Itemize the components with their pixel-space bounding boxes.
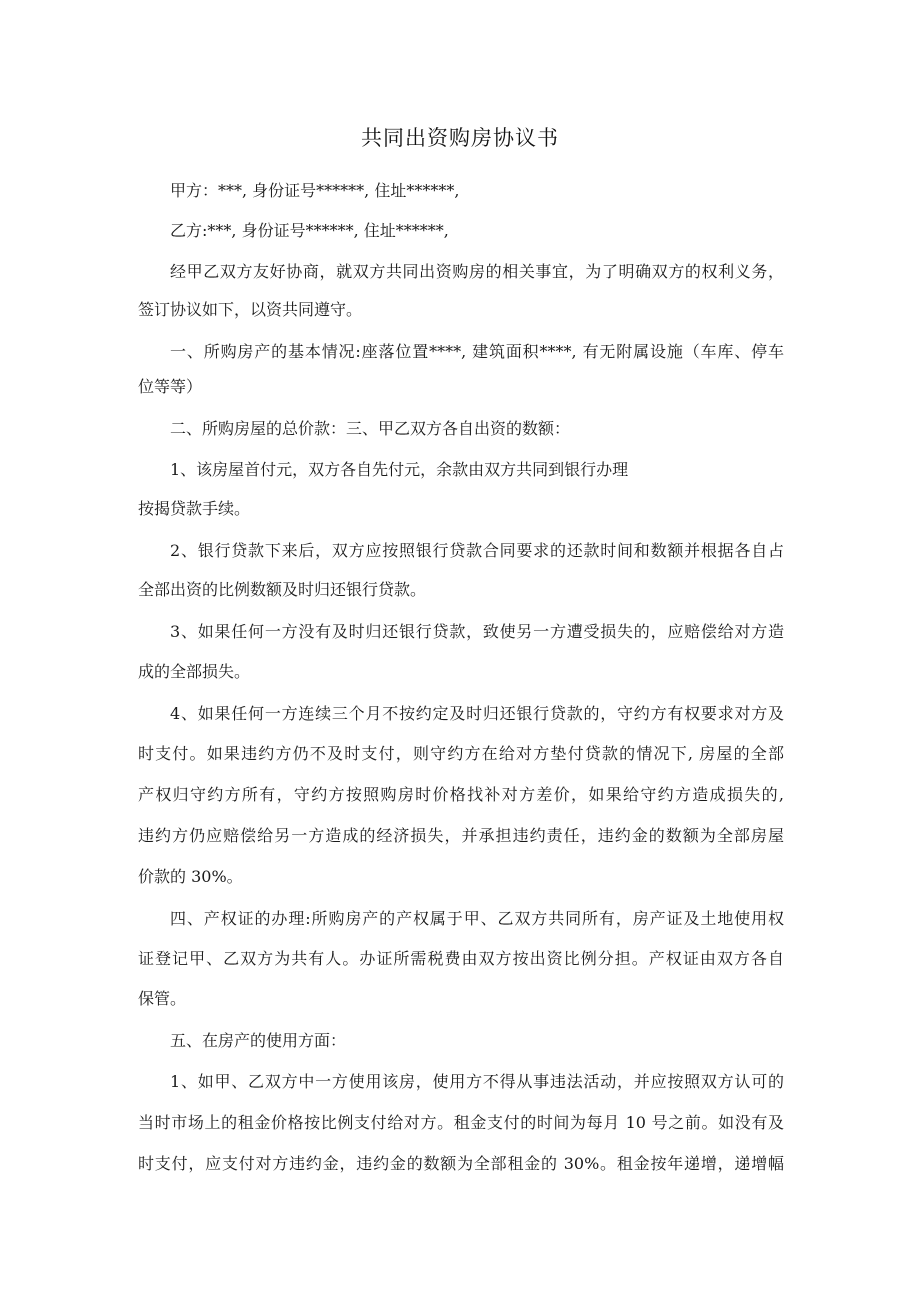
paragraph-line: 当时市场上的租金价格按比例支付给对方。租金支付的时间为每月 10 号之前。如没有及 — [138, 1113, 784, 1132]
paragraph-line: 保管。 — [138, 989, 187, 1008]
paragraph-line: 五、在房产的使用方面： — [170, 1031, 347, 1050]
paragraph-line: 4、如果任何一方连续三个月不按约定及时归还银行贷款的，守约方有权要求对方及 — [170, 704, 784, 723]
party-a-line: 甲方：***, 身份证号******, 住址******, — [170, 181, 460, 200]
paragraph-line: 位等等） — [138, 377, 203, 396]
paragraph-line: 二、所购房屋的总价款：三、甲乙双方各自出资的数额： — [170, 419, 571, 438]
paragraph-line: 1、如甲、乙双方中一方使用该房，使用方不得从事违法活动，并应按照双方认可的 — [170, 1072, 784, 1091]
paragraph-line: 经甲乙双方友好协商，就双方共同出资购房的相关事宜，为了明确双方的权利义务， — [170, 262, 784, 281]
paragraph-line: 证登记甲、乙双方为共有人。办证所需税费由双方按出资比例分担。产权证由双方各自 — [138, 949, 784, 968]
party-b-line: 乙方:***, 身份证号******, 住址******, — [170, 221, 449, 240]
paragraph-line: 时支付。如果违约方仍不及时支付，则守约方在给对方垫付贷款的情况下, 房屋的全部 — [138, 744, 784, 763]
paragraph-line: 时支付，应支付对方违约金，违约金的数额为全部租金的 30%。租金按年递增，递增幅 — [138, 1154, 784, 1173]
document-title: 共同出资购房协议书 — [361, 126, 559, 150]
paragraph-line: 签订协议如下，以资共同遵守。 — [138, 300, 363, 319]
paragraph-line: 一、所购房产的基本情况:座落位置****, 建筑面积****, 有无附属设施（车库、停车 — [170, 342, 784, 361]
paragraph-line: 违约方仍应赔偿给另一方造成的经济损失，并承担违约责任，违约金的数额为全部房屋 — [138, 826, 784, 845]
paragraph-line: 2、银行贷款下来后，双方应按照银行贷款合同要求的还款时间和数额并根据各自占 — [170, 541, 784, 560]
paragraph-line: 按揭贷款手续。 — [138, 499, 251, 518]
paragraph-line: 3、如果任何一方没有及时归还银行贷款，致使另一方遭受损失的，应赔偿给对方造 — [170, 622, 784, 641]
paragraph-line: 四、产权证的办理:所购房产的产权属于甲、乙双方共同所有，房产证及土地使用权 — [170, 909, 784, 928]
paragraph-line: 成的全部损失。 — [138, 662, 251, 681]
paragraph-line: 价款的 30%。 — [138, 867, 243, 886]
paragraph-line: 全部出资的比例数额及时归还银行贷款。 — [138, 580, 427, 599]
paragraph-line: 1、该房屋首付元，双方各自先付元，余款由双方共同到银行办理 — [170, 460, 629, 479]
paragraph-line: 产权归守约方所有，守约方按照购房时价格找补对方差价，如果给守约方造成损失的, — [138, 785, 784, 804]
